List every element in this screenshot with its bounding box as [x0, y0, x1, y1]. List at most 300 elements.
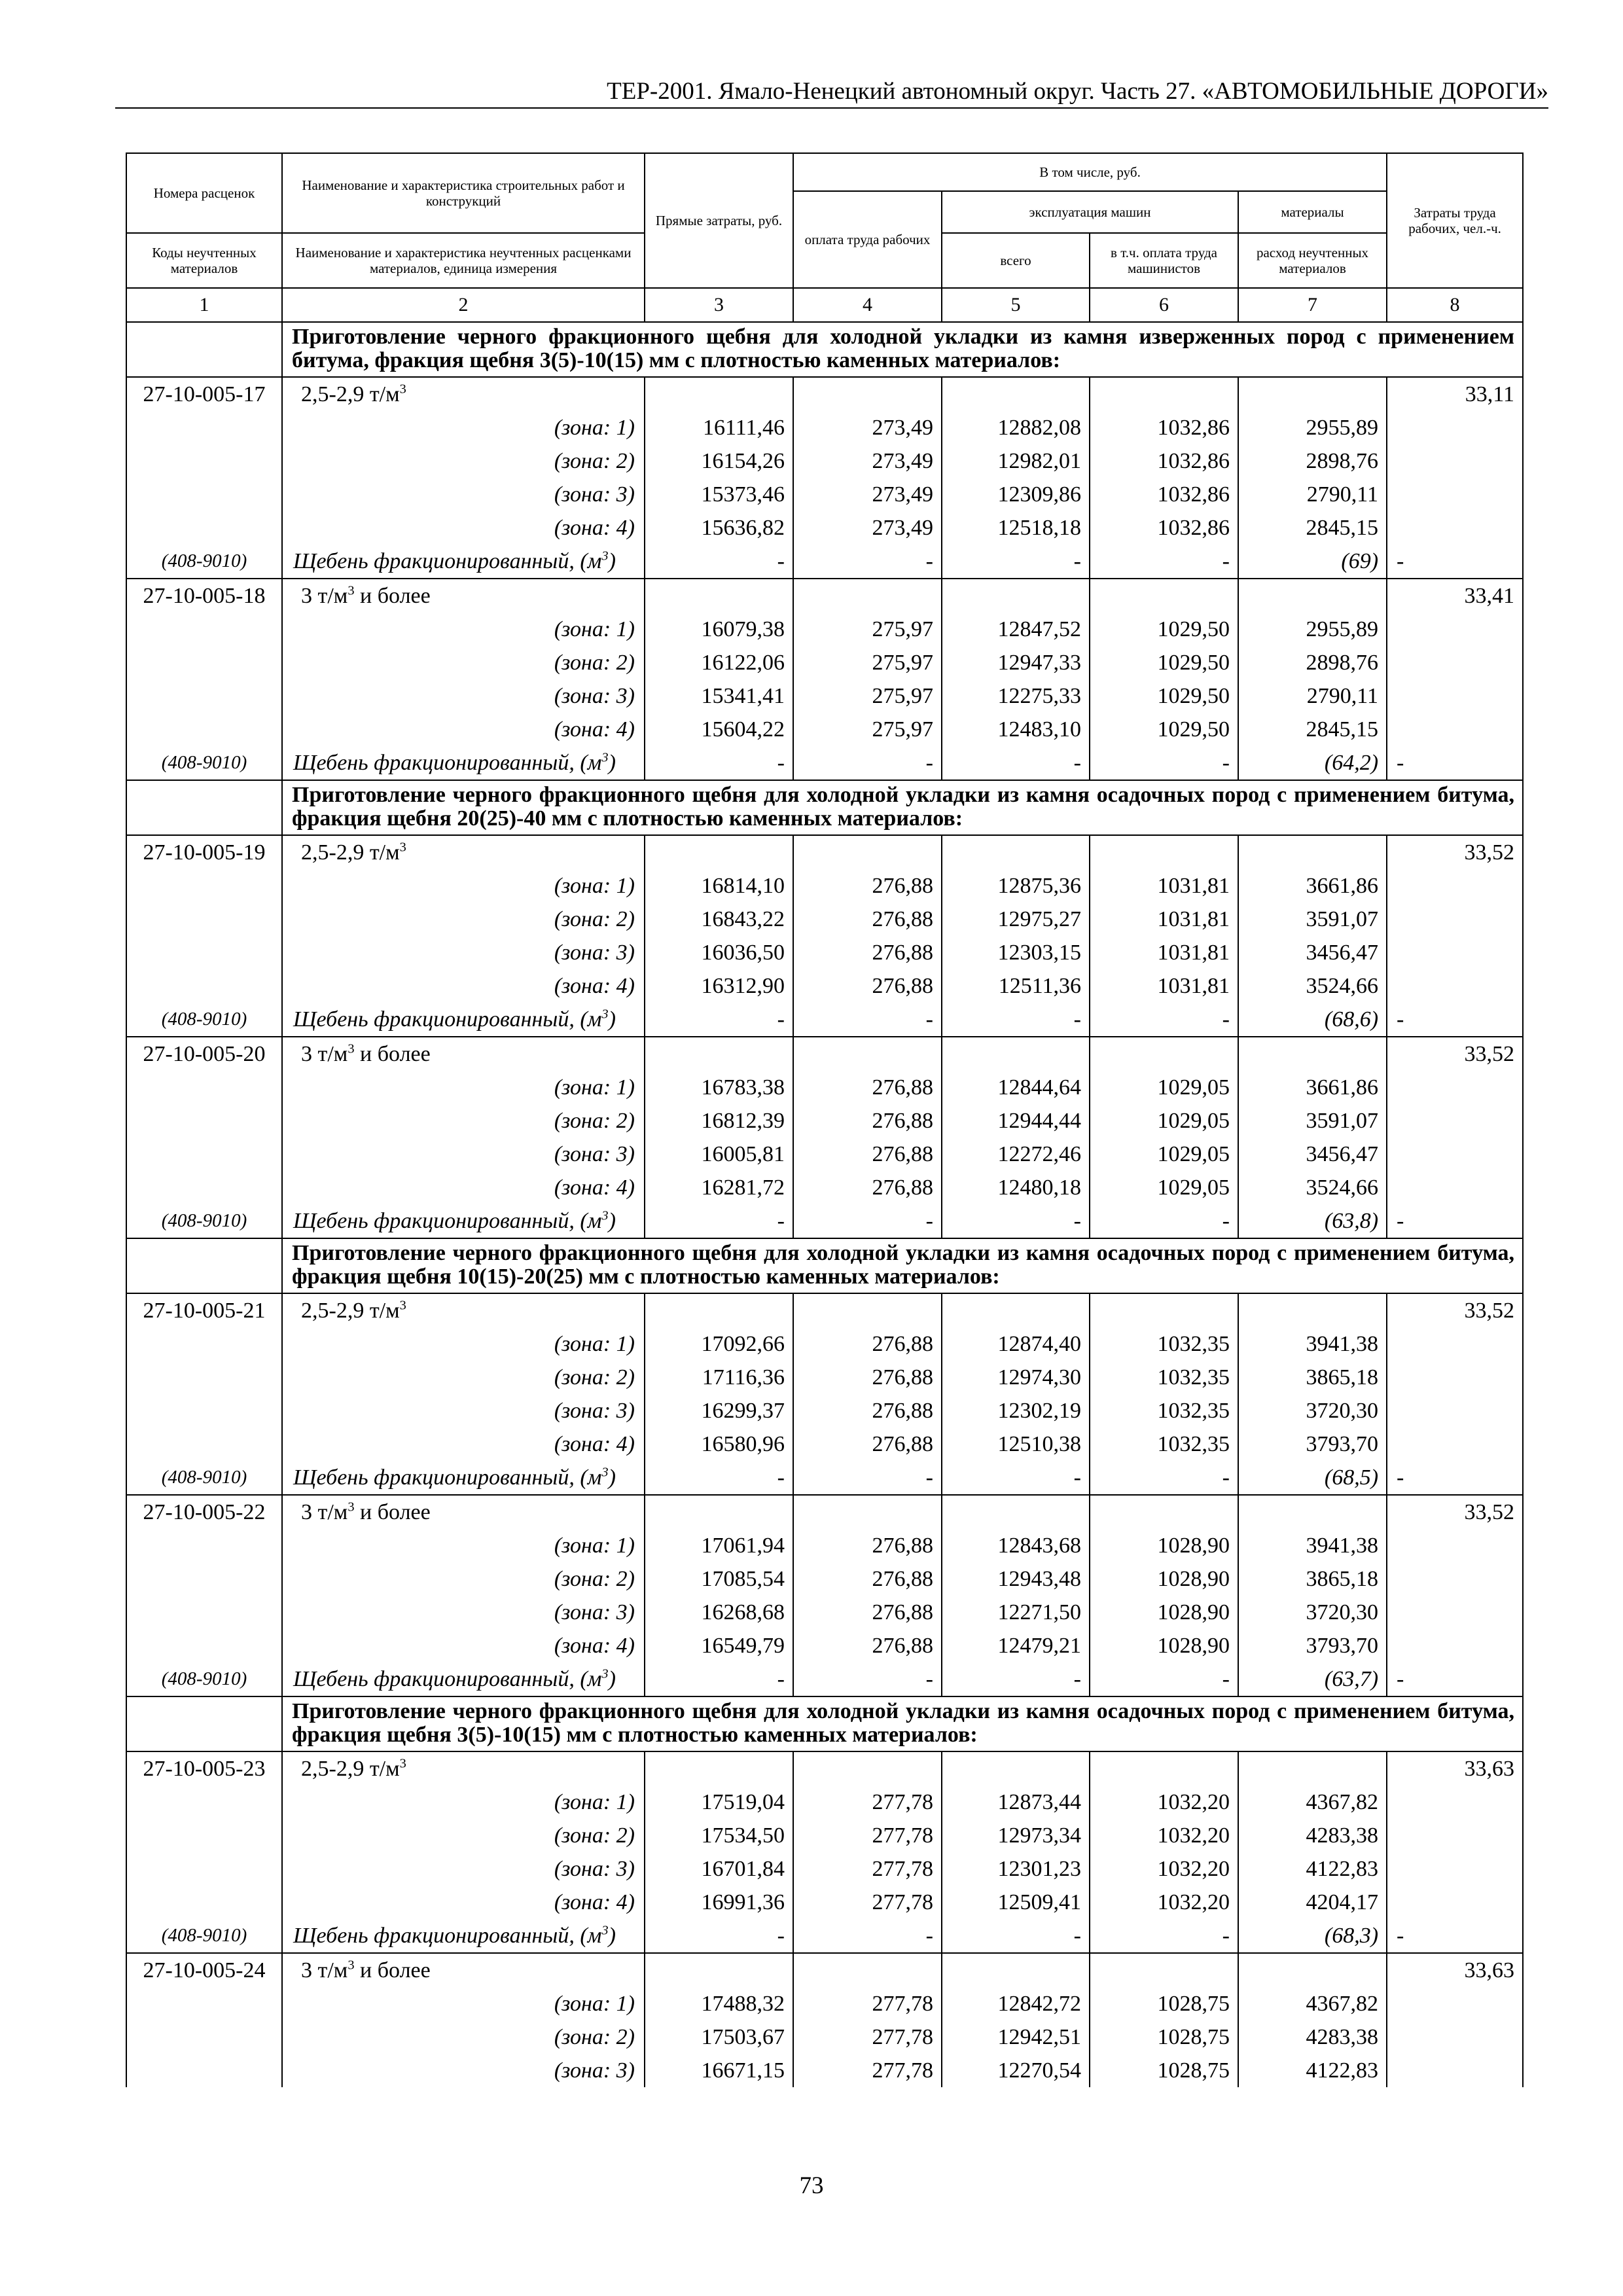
rate-code: 27-10-005-20: [126, 1037, 282, 1071]
empty-cell: [1387, 2054, 1523, 2087]
labor-pay-value: 276,88: [793, 936, 942, 969]
materials-value: 2955,89: [1238, 411, 1387, 444]
header-direct-costs: Прямые затраты, руб.: [645, 153, 793, 288]
machines-labor-value: 1032,86: [1090, 411, 1238, 444]
machines-labor-value: 1029,05: [1090, 1171, 1238, 1204]
empty-cell: [1387, 613, 1523, 646]
zone-row: [126, 679, 1523, 713]
labor-pay-value: 276,88: [793, 1361, 942, 1394]
empty-cell: [645, 1495, 793, 1529]
machines-total-value: 12873,44: [942, 1785, 1090, 1819]
machines-labor-value: 1028,90: [1090, 1596, 1238, 1629]
labor-pay-value: 275,97: [793, 646, 942, 679]
materials-value: 3524,66: [1238, 1171, 1387, 1204]
machines-labor-value: 1032,35: [1090, 1427, 1238, 1461]
empty-cell: [1387, 1327, 1523, 1361]
column-number: 7: [1238, 288, 1387, 322]
zone-label: (зона: 1): [282, 1327, 645, 1361]
direct-costs-value: 15604,22: [645, 713, 793, 746]
dash-value: -: [793, 1003, 942, 1037]
empty-cell: [1238, 1495, 1387, 1529]
machines-total-value: 12847,52: [942, 613, 1090, 646]
materials-value: 4283,38: [1238, 1819, 1387, 1852]
materials-value: 3793,70: [1238, 1427, 1387, 1461]
empty-cell: [126, 1327, 282, 1361]
zone-label: (зона: 2): [282, 1562, 645, 1596]
material-name-sup: 3: [601, 750, 609, 765]
machines-total-value: 12479,21: [942, 1629, 1090, 1662]
empty-cell: [645, 1293, 793, 1327]
zone-row: [126, 1562, 1523, 1596]
empty-cell: [126, 2020, 282, 2054]
running-header: ТЕР-2001. Ямало-Ненецкий автономный округ. Часть 27. «АВТОМОБИЛЬНЫЕ ДОРОГИ»: [607, 78, 1548, 105]
header-labor-costs: Затраты труда рабочих, чел.-ч.: [1387, 153, 1523, 288]
header-work-name: Наименование и характеристика строительных работ и конструкций: [282, 153, 645, 233]
zone-label: (зона: 4): [282, 713, 645, 746]
section-code-blank: [126, 322, 282, 377]
labor-pay-value: 273,49: [793, 444, 942, 478]
empty-cell: [1238, 1751, 1387, 1785]
material-name: [282, 1204, 645, 1238]
empty-cell: [942, 377, 1090, 411]
rates-table: [126, 152, 1524, 2087]
empty-cell: [942, 579, 1090, 613]
zone-label: (зона: 2): [282, 903, 645, 936]
machines-labor-value: 1032,86: [1090, 478, 1238, 511]
zone-label: (зона: 2): [282, 1104, 645, 1138]
zone-label: (зона: 4): [282, 1886, 645, 1919]
empty-cell: [942, 1037, 1090, 1071]
direct-costs-value: 16281,72: [645, 1171, 793, 1204]
material-row: [126, 1919, 1523, 1953]
rate-name-tail: и более: [354, 1500, 431, 1524]
machines-total-value: 12303,15: [942, 936, 1090, 969]
machines-labor-value: 1032,20: [1090, 1852, 1238, 1886]
empty-cell: [1090, 1293, 1238, 1327]
zone-row: [126, 511, 1523, 545]
direct-costs-value: 16991,36: [645, 1886, 793, 1919]
empty-cell: [645, 835, 793, 869]
empty-cell: [942, 1293, 1090, 1327]
zone-row: [126, 1987, 1523, 2020]
machines-total-value: 12843,68: [942, 1529, 1090, 1562]
rate-row: [126, 579, 1523, 613]
material-row: [126, 1003, 1523, 1037]
rate-code: 27-10-005-17: [126, 377, 282, 411]
empty-cell: [1090, 1751, 1238, 1785]
section-heading-row: [126, 322, 1523, 377]
labor-pay-value: 276,88: [793, 1394, 942, 1427]
material-name: [282, 746, 645, 780]
empty-cell: [126, 903, 282, 936]
materials-value: 3941,38: [1238, 1327, 1387, 1361]
dash-value: -: [645, 1662, 793, 1696]
dash-value: -: [1090, 1662, 1238, 1696]
table-body: [126, 322, 1523, 2087]
direct-costs-value: 16268,68: [645, 1596, 793, 1629]
rate-name-text: 3 т/м: [301, 1500, 348, 1524]
material-name: [282, 1662, 645, 1696]
material-code: (408-9010): [126, 1003, 282, 1037]
labor-costs-value: 33,11: [1387, 377, 1523, 411]
zone-label: (зона: 4): [282, 1171, 645, 1204]
dash-value: -: [645, 1204, 793, 1238]
materials-value: 3456,47: [1238, 936, 1387, 969]
material-name-sup: 3: [601, 1666, 609, 1681]
zone-label: (зона: 1): [282, 1529, 645, 1562]
direct-costs-value: 16299,37: [645, 1394, 793, 1427]
empty-cell: [793, 1751, 942, 1785]
empty-cell: [645, 377, 793, 411]
zone-label: (зона: 3): [282, 1394, 645, 1427]
dash-value: -: [942, 1003, 1090, 1037]
dash-value: -: [793, 1204, 942, 1238]
empty-cell: [126, 646, 282, 679]
empty-cell: [793, 377, 942, 411]
empty-cell: [126, 969, 282, 1003]
rate-row: [126, 1293, 1523, 1327]
direct-costs-value: 16671,15: [645, 2054, 793, 2087]
direct-costs-value: 16783,38: [645, 1071, 793, 1104]
machines-labor-value: 1028,75: [1090, 1987, 1238, 2020]
material-code: (408-9010): [126, 746, 282, 780]
dash-value: -: [1387, 1204, 1523, 1238]
material-name-suffix: ): [608, 1667, 616, 1691]
machines-labor-value: 1032,86: [1090, 511, 1238, 545]
rate-name: [282, 579, 645, 613]
machines-total-value: 12942,51: [942, 2020, 1090, 2054]
materials-value: 3591,07: [1238, 1104, 1387, 1138]
machines-total-value: 12875,36: [942, 869, 1090, 903]
empty-cell: [942, 835, 1090, 869]
dash-value: -: [1090, 1204, 1238, 1238]
header-machines-total: всего: [942, 233, 1090, 288]
zone-label: (зона: 2): [282, 1361, 645, 1394]
materials-value: 2898,76: [1238, 444, 1387, 478]
machines-total-value: 12944,44: [942, 1104, 1090, 1138]
zone-row: [126, 1596, 1523, 1629]
column-number: 3: [645, 288, 793, 322]
rate-name: [282, 1293, 645, 1327]
labor-pay-value: 276,88: [793, 1071, 942, 1104]
materials-value: 3793,70: [1238, 1629, 1387, 1662]
section-title: Приготовление черного фракционного щебня для холодной укладки из камня осадочных пород с применением битума, фракция щебня 10(15)-20(25) мм с плотностью каменных материалов:: [282, 1238, 1523, 1293]
direct-costs-value: 17061,94: [645, 1529, 793, 1562]
empty-cell: [1090, 1037, 1238, 1071]
zone-row: [126, 969, 1523, 1003]
empty-cell: [1387, 1987, 1523, 2020]
material-name-sup: 3: [601, 1007, 609, 1022]
header-material-names: Наименование и характеристика неучтенных расценками материалов, единица измерения: [282, 233, 645, 288]
empty-cell: [645, 1751, 793, 1785]
material-name-suffix: ): [608, 751, 616, 775]
direct-costs-value: 17503,67: [645, 2020, 793, 2054]
material-quantity: (63,7): [1238, 1662, 1387, 1696]
empty-cell: [1238, 1037, 1387, 1071]
labor-pay-value: 276,88: [793, 903, 942, 936]
dash-value: -: [1090, 1919, 1238, 1953]
materials-value: 3720,30: [1238, 1596, 1387, 1629]
material-name-suffix: ): [608, 1007, 616, 1031]
empty-cell: [1387, 1171, 1523, 1204]
dash-value: -: [942, 545, 1090, 579]
empty-cell: [126, 1104, 282, 1138]
machines-total-value: 12483,10: [942, 713, 1090, 746]
rate-name-text: 2,5-2,9 т/м: [301, 1757, 400, 1781]
material-name-suffix: ): [608, 1209, 616, 1233]
material-name-sup: 3: [601, 1465, 609, 1480]
empty-cell: [1387, 511, 1523, 545]
zone-label: (зона: 4): [282, 1629, 645, 1662]
material-row: [126, 545, 1523, 579]
rate-row: [126, 1037, 1523, 1071]
empty-cell: [1387, 1138, 1523, 1171]
labor-pay-value: 277,78: [793, 1785, 942, 1819]
material-name-text: Щебень фракционированный, (м: [293, 549, 602, 573]
empty-cell: [1387, 1629, 1523, 1662]
zone-label: (зона: 3): [282, 1138, 645, 1171]
materials-value: 2790,11: [1238, 478, 1387, 511]
material-code: (408-9010): [126, 545, 282, 579]
empty-cell: [126, 679, 282, 713]
labor-costs-value: 33,52: [1387, 835, 1523, 869]
machines-labor-value: 1032,20: [1090, 1886, 1238, 1919]
empty-cell: [1387, 679, 1523, 713]
rate-name-text: 2,5-2,9 т/м: [301, 1299, 400, 1323]
direct-costs-value: 15636,82: [645, 511, 793, 545]
machines-total-value: 12982,01: [942, 444, 1090, 478]
empty-cell: [126, 1987, 282, 2020]
direct-costs-value: 17519,04: [645, 1785, 793, 1819]
labor-pay-value: 276,88: [793, 1529, 942, 1562]
machines-labor-value: 1029,50: [1090, 613, 1238, 646]
direct-costs-value: 16843,22: [645, 903, 793, 936]
zone-row: [126, 646, 1523, 679]
zone-row: [126, 1361, 1523, 1394]
zone-row: [126, 1104, 1523, 1138]
zone-label: (зона: 1): [282, 1785, 645, 1819]
materials-value: 3865,18: [1238, 1562, 1387, 1596]
column-number: 2: [282, 288, 645, 322]
header-materials-consumption: расход неучтенных материалов: [1238, 233, 1387, 288]
dash-value: -: [1090, 1003, 1238, 1037]
empty-cell: [1238, 377, 1387, 411]
zone-label: (зона: 3): [282, 1596, 645, 1629]
empty-cell: [645, 1953, 793, 1987]
zone-label: (зона: 1): [282, 411, 645, 444]
empty-cell: [1387, 936, 1523, 969]
empty-cell: [126, 1071, 282, 1104]
labor-pay-value: 275,97: [793, 713, 942, 746]
column-number: 1: [126, 288, 282, 322]
direct-costs-value: 16005,81: [645, 1138, 793, 1171]
rate-code: 27-10-005-23: [126, 1751, 282, 1785]
rate-name-text: 3 т/м: [301, 1042, 348, 1066]
rate-name-sup: 3: [348, 1499, 355, 1515]
direct-costs-value: 16122,06: [645, 646, 793, 679]
header-material-codes: Коды неучтенных материалов: [126, 233, 282, 288]
rate-name-text: 3 т/м: [301, 1958, 348, 1982]
empty-cell: [126, 1886, 282, 1919]
materials-value: 4204,17: [1238, 1886, 1387, 1919]
dash-value: -: [645, 1919, 793, 1953]
materials-value: 3456,47: [1238, 1138, 1387, 1171]
header-including: В том числе, руб.: [793, 153, 1387, 191]
labor-pay-value: 276,88: [793, 1104, 942, 1138]
labor-pay-value: 276,88: [793, 869, 942, 903]
empty-cell: [645, 579, 793, 613]
machines-labor-value: 1031,81: [1090, 936, 1238, 969]
material-name-text: Щебень фракционированный, (м: [293, 1209, 602, 1233]
empty-cell: [942, 1751, 1090, 1785]
empty-cell: [1238, 1953, 1387, 1987]
empty-cell: [1387, 1562, 1523, 1596]
zone-label: (зона: 1): [282, 1987, 645, 2020]
header-labor-pay: оплата труда рабочих: [793, 191, 942, 288]
empty-cell: [793, 835, 942, 869]
zone-label: (зона: 1): [282, 613, 645, 646]
machines-labor-value: 1029,50: [1090, 646, 1238, 679]
direct-costs-value: 16079,38: [645, 613, 793, 646]
direct-costs-value: 16549,79: [645, 1629, 793, 1662]
dash-value: -: [1387, 1003, 1523, 1037]
material-name-text: Щебень фракционированный, (м: [293, 1007, 602, 1031]
rate-name: [282, 1751, 645, 1785]
machines-total-value: 12973,34: [942, 1819, 1090, 1852]
material-code: (408-9010): [126, 1919, 282, 1953]
machines-total-value: 12511,36: [942, 969, 1090, 1003]
empty-cell: [942, 1953, 1090, 1987]
labor-costs-value: 33,52: [1387, 1495, 1523, 1529]
empty-cell: [1387, 1886, 1523, 1919]
machines-total-value: 12947,33: [942, 646, 1090, 679]
zone-row: [126, 478, 1523, 511]
empty-cell: [1387, 1104, 1523, 1138]
rate-name-sup: 3: [399, 1298, 406, 1313]
labor-pay-value: 276,88: [793, 1138, 942, 1171]
machines-total-value: 12480,18: [942, 1171, 1090, 1204]
labor-pay-value: 275,97: [793, 679, 942, 713]
header-rate-numbers: Номера расценок: [126, 153, 282, 233]
machines-labor-value: 1028,90: [1090, 1629, 1238, 1662]
machines-total-value: 12518,18: [942, 511, 1090, 545]
rate-name-sup: 3: [348, 583, 355, 598]
materials-value: 4122,83: [1238, 2054, 1387, 2087]
zone-row: [126, 1819, 1523, 1852]
machines-labor-value: 1029,05: [1090, 1071, 1238, 1104]
empty-cell: [1090, 1953, 1238, 1987]
rate-row: [126, 1495, 1523, 1529]
section-code-blank: [126, 1238, 282, 1293]
empty-cell: [126, 1596, 282, 1629]
labor-costs-value: 33,63: [1387, 1953, 1523, 1987]
material-name-suffix: ): [608, 1465, 616, 1490]
section-code-blank: [126, 780, 282, 835]
machines-labor-value: 1031,81: [1090, 969, 1238, 1003]
machines-total-value: 12882,08: [942, 411, 1090, 444]
zone-label: (зона: 3): [282, 478, 645, 511]
empty-cell: [1387, 1427, 1523, 1461]
materials-value: 3661,86: [1238, 1071, 1387, 1104]
section-title: Приготовление черного фракционного щебня для холодной укладки из камня осадочных пород с применением битума, фракция щебня 3(5)-10(15) мм с плотностью каменных материалов:: [282, 1696, 1523, 1751]
empty-cell: [1238, 579, 1387, 613]
machines-total-value: 12943,48: [942, 1562, 1090, 1596]
rate-name-tail: и более: [354, 584, 431, 608]
material-row: [126, 1662, 1523, 1696]
material-name-suffix: ): [608, 549, 616, 573]
header-machines: эксплуатация машин: [942, 191, 1238, 233]
dash-value: -: [1387, 1461, 1523, 1495]
direct-costs-value: 16154,26: [645, 444, 793, 478]
empty-cell: [1090, 377, 1238, 411]
machines-total-value: 12271,50: [942, 1596, 1090, 1629]
rate-name-tail: и более: [354, 1042, 431, 1066]
zone-row: [126, 1171, 1523, 1204]
dash-value: -: [793, 1919, 942, 1953]
column-number: 4: [793, 288, 942, 322]
materials-value: 2845,15: [1238, 511, 1387, 545]
column-number: 5: [942, 288, 1090, 322]
material-row: [126, 1461, 1523, 1495]
zone-row: [126, 2054, 1523, 2087]
empty-cell: [126, 869, 282, 903]
material-name-text: Щебень фракционированный, (м: [293, 1924, 602, 1948]
empty-cell: [126, 936, 282, 969]
empty-cell: [1090, 1495, 1238, 1529]
labor-pay-value: 277,78: [793, 2054, 942, 2087]
empty-cell: [126, 444, 282, 478]
empty-cell: [126, 713, 282, 746]
column-number: 6: [1090, 288, 1238, 322]
material-name-sup: 3: [601, 1923, 609, 1938]
dash-value: -: [1090, 545, 1238, 579]
section-heading-row: [126, 1696, 1523, 1751]
rate-name-sup: 3: [399, 840, 406, 855]
zone-row: [126, 936, 1523, 969]
zone-row: [126, 1394, 1523, 1427]
empty-cell: [1387, 444, 1523, 478]
machines-total-value: 12272,46: [942, 1138, 1090, 1171]
direct-costs-value: 16812,39: [645, 1104, 793, 1138]
labor-pay-value: 276,88: [793, 1171, 942, 1204]
empty-cell: [1387, 1529, 1523, 1562]
empty-cell: [126, 1562, 282, 1596]
labor-costs-value: 33,63: [1387, 1751, 1523, 1785]
machines-labor-value: 1028,90: [1090, 1529, 1238, 1562]
dash-value: -: [942, 1919, 1090, 1953]
material-name-text: Щебень фракционированный, (м: [293, 1465, 602, 1490]
direct-costs-value: 15373,46: [645, 478, 793, 511]
table-header: [126, 153, 1523, 322]
material-quantity: (63,8): [1238, 1204, 1387, 1238]
zone-label: (зона: 3): [282, 936, 645, 969]
empty-cell: [1387, 1361, 1523, 1394]
empty-cell: [793, 1037, 942, 1071]
section-title: Приготовление черного фракционного щебня для холодной укладки из камня осадочных пород с применением битума, фракция щебня 20(25)-40 мм с плотностью каменных материалов:: [282, 780, 1523, 835]
rate-name-sup: 3: [348, 1958, 355, 1973]
dash-value: -: [793, 746, 942, 780]
zone-row: [126, 411, 1523, 444]
empty-cell: [126, 1819, 282, 1852]
zone-label: (зона: 4): [282, 969, 645, 1003]
dash-value: -: [645, 545, 793, 579]
empty-cell: [793, 1495, 942, 1529]
dash-value: -: [793, 1461, 942, 1495]
zone-row: [126, 1629, 1523, 1662]
rate-name-tail: и более: [354, 1958, 431, 1982]
machines-labor-value: 1028,90: [1090, 1562, 1238, 1596]
rate-name-text: 2,5-2,9 т/м: [301, 840, 400, 865]
